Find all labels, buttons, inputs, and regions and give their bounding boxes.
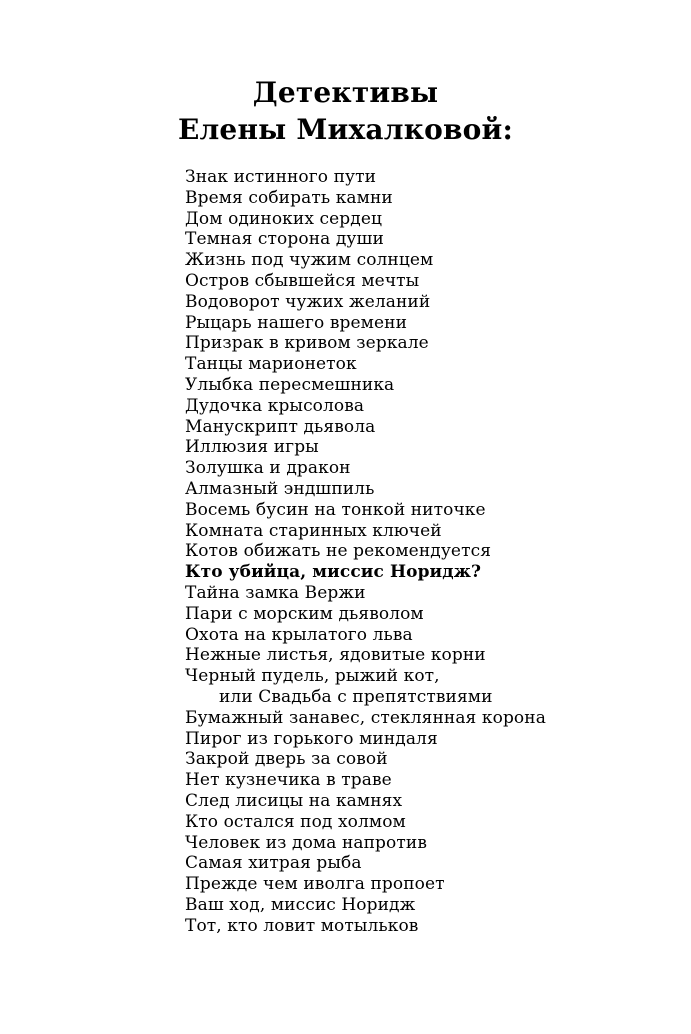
- book-title: Водоворот чужих желаний: [185, 291, 431, 312]
- book-title: Нежные листья, ядовитые корни: [185, 645, 486, 666]
- book-title: Черный пудель, рыжий кот,: [185, 666, 440, 687]
- book-title: Темная сторона души: [185, 229, 384, 250]
- book-list: [185, 167, 546, 936]
- book-title: Пари с морским дьяволом: [185, 603, 424, 624]
- book-title: Золушка и дракон: [185, 458, 351, 479]
- book-title: Бумажный занавес, стеклянная корона: [185, 707, 546, 728]
- book-title: Знак истинного пути: [185, 167, 377, 187]
- book-title: Манускрипт дьявола: [185, 416, 376, 437]
- book-title: Человек из дома напротив: [185, 832, 427, 853]
- book-title: Ваш ход, миссис Норидж: [185, 894, 416, 915]
- book-title: Улыбка пересмешника: [185, 374, 395, 395]
- book-title: Комната старинных ключей: [185, 520, 442, 541]
- book-title: Пирог из горького миндаля: [185, 728, 438, 749]
- heading-line-1: Детективы: [252, 76, 439, 109]
- book-title: Время собирать камни: [185, 187, 393, 208]
- book-title: Танцы марионеток: [185, 354, 357, 375]
- book-title: Тайна замка Вержи: [185, 582, 366, 603]
- book-title: Прежде чем иволга пропоет: [185, 874, 445, 895]
- book-title: Кто остался под холмом: [185, 811, 406, 832]
- book-title: Котов обижать не рекомендуется: [185, 541, 492, 562]
- book-title: Иллюзия игры: [185, 437, 319, 458]
- book-title: След лисицы на камнях: [185, 790, 403, 811]
- book-title: Тот, кто ловит мотыльков: [185, 915, 419, 936]
- book-title: Остров сбывшейся мечты: [185, 270, 420, 291]
- book-title: Нет кузнечика в траве: [185, 770, 392, 791]
- book-title: Закрой дверь за совой: [185, 749, 388, 770]
- book-title: Дудочка крысолова: [185, 395, 365, 416]
- book-title: Самая хитрая рыба: [185, 853, 362, 874]
- book-title: Жизнь под чужим солнцем: [185, 250, 434, 271]
- page-heading: [0, 74, 691, 148]
- book-title: Кто убийца, миссис Норидж?: [185, 562, 482, 583]
- book-title: Призрак в кривом зеркале: [185, 333, 429, 354]
- book-title: Алмазный эндшпиль: [185, 478, 375, 499]
- book-title: Охота на крылатого льва: [185, 624, 413, 645]
- book-title: или Свадьба с препятствиями: [219, 686, 493, 707]
- book-title: Восемь бусин на тонкой ниточке: [185, 499, 486, 520]
- book-title: Рыцарь нашего времени: [185, 312, 408, 333]
- book-title: Дом одиноких сердец: [185, 208, 383, 229]
- heading-line-2: Елены Михалковой:: [177, 113, 514, 146]
